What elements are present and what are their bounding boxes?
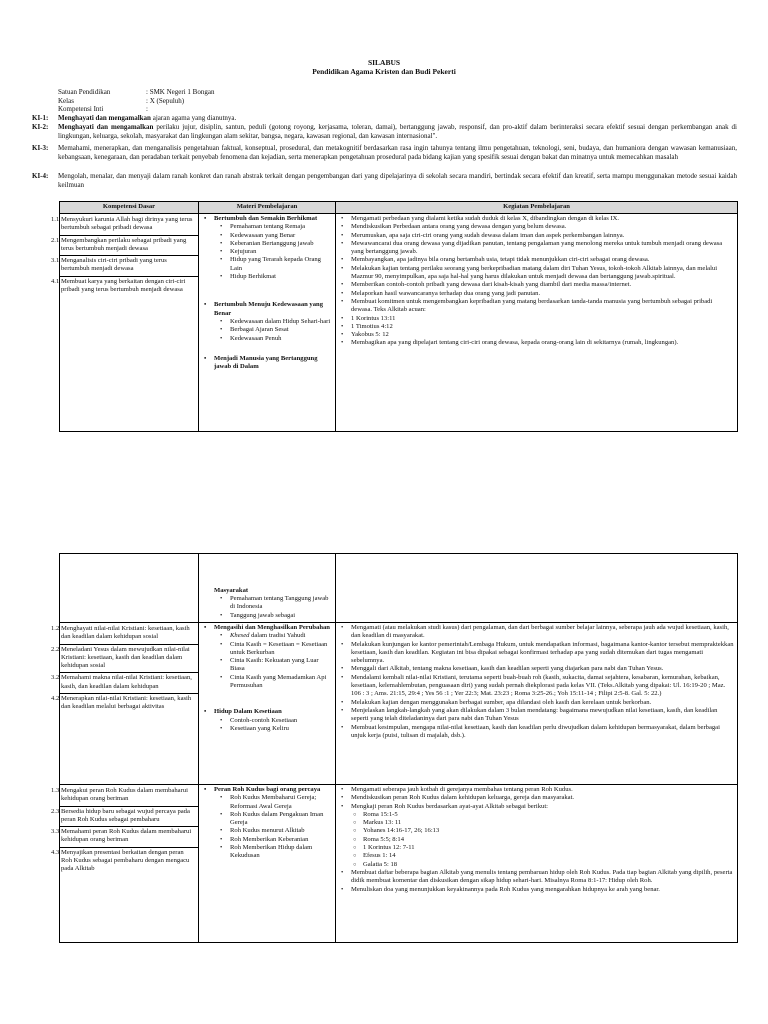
- list-item: ○ Efesus 1: 14: [339, 852, 734, 860]
- list-item: ○ Galatia 5: 18: [339, 861, 734, 869]
- materi-cell: [199, 623, 336, 785]
- list-item: • Roh Memberikan Keberanian: [202, 836, 332, 844]
- kd-item: 4.3 Menyajikan presentasi berkaitan dengan peran Roh Kudus sebagai pembaharu dengan mengacu pada Alkitab: [51, 848, 190, 873]
- list-item: • Memberikan contoh-contoh pribadi yang dewasa dari kisah-kisah yang diambil dari media massa/internet.: [339, 281, 734, 289]
- materi-list: [202, 717, 332, 734]
- list-item: • Kedewasaan Penuh: [202, 335, 332, 343]
- identity-block: [58, 88, 214, 114]
- list-item: • Mendalami kembali nilai-nilai Kristiani, terutama seperti buah-buah roh (kasih, sukacita, damai sejahtera, kesabaran, kemurahan, kebaikan, kesetiaan, kelemahlembutan, penguasaan diri) yang sudah pernah diekplorasi pada kelas VII. (Teks.Alkitab yang dipakai: Ul. 16:19-20 ; Maz. 106 : 3 ; Ams. 21:15, 29:4 ; Yes 56 :1 ; Yer 22:3; Mat. 23:23 ; Roma 3:25-26.; Yoh 15:11-14 ; Filipi 2:5-8. Gal. 5: 22.): [339, 674, 734, 699]
- list-item: • Mengkaji peran Roh Kudus berdasarkan ayat-ayat Alkitab sebagai berikut:: [339, 803, 734, 811]
- kegiatan-cell: [336, 214, 738, 432]
- materi-heading: • Bertumbuh dan Semakin Berhikmat: [202, 215, 332, 223]
- materi-list: [202, 595, 332, 621]
- list-item: ○ Markus 13: 11: [339, 819, 734, 827]
- kd-item: 3.2 Memahami makna nilai-nilai Kristiani: kesetiaan, kasih, dan keadilan dalam kehidupan: [60, 673, 198, 694]
- table-row: [60, 785, 738, 943]
- list-item: • Roh Memberikan Hidup dalam Kekudusan: [202, 844, 332, 861]
- list-item: • Melakukan kajian dengan menggunakan berbagai sumber, apa dilandasi oleh kasih dan kerelaan untuk berkorban.: [339, 699, 734, 707]
- list-item: • Melaporkan hasil wawancaranya terhadap dua orang yang jadi panutan.: [339, 290, 734, 298]
- list-item: • Keberanian Bertanggung jawab: [202, 240, 332, 248]
- materi-heading: • Bertumbuh Menuju Kedewasaan yang Benar: [202, 301, 332, 318]
- meta-row-ki: Kompetensi Inti :: [58, 105, 148, 114]
- materi-list: [202, 794, 332, 860]
- kd-item: 1.1 Mensyukuri karunia Allah bagi dirinya yang terus bertumbuh sebagai pribadi dewasa: [60, 215, 198, 236]
- kegiatan-cell: [336, 785, 738, 943]
- kd-cell: [51, 623, 199, 785]
- list-item: • Membuat kesimpulan, mengapa nilai-nilai kesetiaan, kasih dan keadilan perlu diwujudkan dalam kehidupan bermasyarakat, dalam berbagai unjuk kerja (puisi, tulisan di majalah, dsb.).: [339, 724, 734, 741]
- kd-cell-empty: [60, 554, 199, 623]
- list-item: • Kesetiaan yang Keliru: [202, 725, 332, 733]
- list-item: • 1 Korintus 13:11: [339, 315, 734, 323]
- list-item: • Mengamati perbedaan yang dialami ketika sudah duduk di kelas X, dibandingkan dengan di kelas IX.: [339, 215, 734, 223]
- header-materi: Materi Pembelajaran: [199, 202, 336, 214]
- list-item: • Cinta Kasih = Kesetiaan = Kesetiaan untuk Berkurban: [202, 641, 332, 658]
- list-item: ○ Yohanes 14:16-17, 26; 16:13: [339, 827, 734, 835]
- kegiatan-list: [339, 215, 734, 348]
- kd-item: 3.1 Menganalisis ciri-ciri pribadi yang terus bertumbuh menjadi dewasa: [60, 256, 198, 277]
- kegiatan-list: [339, 869, 734, 894]
- list-item: • Kejujuran: [202, 248, 332, 256]
- list-item: • Menjelaskan langkah-langkah yang akan dilakukan dalam 3 bulan mendatang: bagaimana mewujudkan nilai kesetiaan, kasih, dan keadilan seperti yang telah diteladaninya dari para nabi dan Tuhan Yesus: [339, 707, 734, 724]
- kegiatan-list: [339, 786, 734, 811]
- materi-list: [202, 632, 332, 690]
- materi-heading: Masyarakat: [214, 586, 249, 594]
- document-subtitle: Pendidikan Agama Kristen dan Budi Pekerti: [312, 67, 456, 76]
- list-item: • Membayangkan, apa jadinya bila orang bertambah usia, tetapi tidak menunjukkan ciri-ciri sebagai orang dewasa.: [339, 256, 734, 264]
- list-item: • Melakukan kajian tentang perilaku seorang yang berkepribadian matang dalam diri Tuhan Yesus, tokoh-tokoh Alkitab lainnya, dan melalui Mazmur 90, menyimpulkan, apa saja hal-hal yang harus dilakukan untuk menjadi dewasa dan bertanggung jawab.spiritual.: [339, 265, 734, 282]
- list-item: • Pemahaman tentang Remaja: [202, 223, 332, 231]
- list-item: • Membagikan apa yang dipelajari tentang ciri-ciri orang dewasa, kepada orang-orang lain di sekitarnya (rumah, lingkungan).: [339, 339, 734, 347]
- list-item: • Yakobus 5: 12: [339, 331, 734, 339]
- list-item: • Contoh-contoh Kesetiaan: [202, 717, 332, 725]
- list-item: • Khesed dalam tradisi Yahudi: [202, 632, 332, 640]
- list-item: • Menuliskan doa yang menunjukkan keyakinannya pada Roh Kudus yang mengarahkan hidupnya ke arah yang benar.: [339, 886, 734, 894]
- meta-row-class: Kelas : X (Sepuluh): [58, 96, 185, 105]
- materi-heading: • Mengasihi dan Menghasilkan Perubahan: [202, 624, 332, 632]
- list-item: • Roh Kudus Membaharui Gereja; Reformasi Awal Gereja: [202, 794, 332, 811]
- kegiatan-cell: [336, 623, 738, 785]
- list-item: • Mendiskusikan peran Roh Kudus dalam kehidupan keluarga, gereja dan masyarakat.: [339, 794, 734, 802]
- materi-list: [202, 318, 332, 343]
- materi-cell: [199, 785, 336, 943]
- kd-item: 4.1 Membuat karya yang berkaitan dengan ciri-ciri pribadi yang terus bertumbuh menjadi dewasa: [51, 277, 186, 294]
- list-item: • Melakukan kunjungan ke kantor pemerintah/Lembaga Hukum, untuk mendapatkan informasi, bagaimana kantor-kantor tersebut mempraktekkan kesetiaan, kasih dan keadilan. Kegiatan ini bisa dipakai sebagai konfirmasi terhadap apa yang sudah ditemukan dari tugas mengamati sebelumnya.: [339, 641, 734, 666]
- list-item: • Berbagai Ajaran Sesat: [202, 326, 332, 334]
- list-item: • Roh Kudus dalam Pengakuan Iman Gereja: [202, 811, 332, 828]
- list-item: • Menggali dari Alkitab, tentang makna kesetiaan, kasih dan keadilan seperti yang diajarkan para nabi dan Tuhan Yesus.: [339, 665, 734, 673]
- kd-cell: [51, 785, 199, 943]
- materi-heading: • Menjadi Manusia yang Bertanggung jawab di Dalam: [202, 355, 332, 372]
- kd-item: 4.2 Menerapkan nilai-nilai Kristiani: kesetiaan, kasih dan keadilan melalui berbagai aktivitas: [51, 695, 192, 711]
- kegiatan-cell-empty: [336, 554, 738, 623]
- list-item: • Merumuskan, apa saja ciri-ciri orang yang sudah dewasa dalam iman dan aspek perkembangan lainnya.: [339, 232, 734, 240]
- list-item: • Tanggung jawab sebagai: [202, 612, 332, 620]
- table-row: [60, 554, 738, 623]
- table-row: [60, 623, 738, 785]
- materi-cell-continued: [199, 554, 336, 623]
- list-item: • Hidup yang Terarah kepada Orang Lain: [202, 256, 332, 273]
- kd-item: 1.2 Menghayati nilai-nilai Kristiani: kesetiaan, kasih dan keadilan dalam kehidupan sosial: [60, 624, 198, 645]
- list-item: • Kedewasaan dalam Hidup Sehari-hari: [202, 318, 332, 326]
- list-item: • Hidup Berhikmat: [202, 273, 332, 281]
- list-item: • Roh Kudus menurut Alkitab: [202, 827, 332, 835]
- list-item: • Cinta Kasih: Kekuatan yang Luar Biasa: [202, 657, 332, 674]
- kd-item: 3.3 Memahami peran Roh Kudus dalam membaharui kehidupan orang beriman: [60, 827, 198, 848]
- materi-list: [202, 223, 332, 281]
- kd-item: 2.3 Bersedia hidup baru sebagai wujud percaya pada peran Roh Kudus sebagai pembaharu: [60, 807, 198, 828]
- list-item: • Membuat komitmen untuk mengembangkan kepribadian yang matang berdasarkan tanda-tanda manusia yang bertumbuh sebagai pribadi dewasa. Teks Alkitab acuan:: [339, 298, 734, 315]
- kd-item: 2.1 Mengembangkan perilaku sebagai pribadi yang terus bertumbuh menjadi dewasa: [60, 236, 198, 257]
- list-item: • Mendiskusikan Perbedaan antara orang yang dewasa dengan yang belum dewasa.: [339, 223, 734, 231]
- table-row: [60, 214, 738, 432]
- kd-cell: [51, 214, 199, 432]
- materi-heading: • Hidup Dalam Kesetiaan: [202, 708, 332, 716]
- list-item: • 1 Timotius 4:12: [339, 323, 734, 331]
- list-item: • Mewawancarai dua orang dewasa yang dijadikan panutan, tentang pengalaman yang menolong mereka untuk tumbuh menjadi orang dewasa yang bertanggung jawab.: [339, 240, 734, 257]
- header-kegiatan: Kegiatan Pembelajaran: [336, 202, 738, 214]
- list-item: • Mengamati seberapa jauh kotbah di gerejanya membahas tentang peran Roh Kudus.: [339, 786, 734, 794]
- syllabus-table-2: [51, 553, 738, 943]
- document-title: SILABUS: [367, 58, 401, 67]
- kd-item: 1.3 Mengakui peran Roh Kudus dalam membaharui kehidupan orang beriman: [60, 786, 198, 807]
- syllabus-page: SILABUS Pendidikan Agama Kristen dan Budi Pekerti Satuan Pendidikan : SMK Negeri 1 Bongan Kelas : X (Sepuluh) Kompetensi Inti : KI-1: Menghayati dan mengamalkan ajaran agama yang dianutnya. KI-2: Menghayati dan mengamalkan perilaku jujur, disiplin, santun, peduli (gotong royong, kerjasama, toleran, damai), bertanggung jawab, responsif, dan pro-aktif dalam berinteraksi secara efektif sesuai dengan perkembangan anak di lingkungan, keluarga, sekolah, masyarakat dan lingkungan alam sekitar, bangsa, negara, kawasan regional, dan kawasan internasional". KI-3: Memahami, menerapkan, dan menganalisis pengetahuan faktual, konseptual, prosedural, dan metakognitif berdasarkan rasa ingin tahunya tentang ilmu pengetahuan, teknologi, seni, budaya, dan humaniora dengan wawasan kemanusiaan, kebangsaan, kenegaraan, dan peradaban terkait penyebab fenomena dan kejadian, serta menerapkan pengetahuan prosedural pada bidang kajian yang spesifik sesuai dengan bakat dan minatnya untuk memecahkan masalah KI-4: Mengolah, menalar, dan menyaji dalam ranah konkret dan ranah abstrak terkait dengan pengembangan dari yang dipelajarinya di sekolah secara mandiri, bertindak secara efektif dan kreatif, serta mampu menggunakan metode sesuai kaidah keilmuan Kompetensi Dasar Materi Pembelajaran Kegiatan Pembelajaran 1.1 Mensyukuri karunia Allah bagi dirinya yang terus bertumbuh sebagai pribadi dewasa 2.1 Mengembangkan perilaku sebagai pribadi yang terus bertumbuh menjadi dewasa 3.1 Menganalisis ciri-ciri pribadi yang terus bertumbuh menjadi dewasa 4.1 Membuat karya yang berkaitan dengan ciri-ciri pribadi yang terus bertumbuh menjadi dewasa • Bertumbuh dan Semakin Berhikmat • Pemahaman tentang Remaja • Kedewasaan yang Benar • Keberanian Bertanggung jawab • Kejujuran • Hidup yang Terarah kepada Orang Lain • Hidup Berhikmat • Bertumbuh Menuju Kedewasaan yang Benar • Kedewasaan dalam Hidup Sehari-hari • Berbagai Ajaran Sesat • Kedewasaan Penuh • Menjadi Manusia yang Bertanggung jawab di Dalam • Mengamati perbedaan yang dialami ketika sudah duduk di kelas X, dibandingkan dengan di kelas IX. • Mendiskusikan Perbedaan antara orang yang dewasa dengan yang belum dewasa. • Merumuskan, apa saja ciri-ciri orang yang sudah dewasa dalam iman dan aspek perkembangan lainnya. • Mewawancarai dua orang dewasa yang dijadikan panutan, tentang pengalaman yang menolong mereka untuk tumbuh menjadi orang dewasa yang bertanggung jawab. • Membayangkan, apa jadinya bila orang bertambah usia, tetapi tidak menunjukkan ciri-ciri sebagai orang dewasa. • Melakukan kajian tentang perilaku seorang yang berkepribadian matang dalam diri Tuhan Yesus, tokoh-tokoh Alkitab lainnya, dan melalui Mazmur 90, menyimpulkan, apa saja hal-hal yang harus dilakukan untuk menjadi dewasa dan bertanggung jawab.spiritual. • Memberikan contoh-contoh pribadi yang dewasa dari kisah-kisah yang diambil dari media massa/internet. • Melaporkan hasil wawancaranya terhadap dua orang yang jadi panutan. • Membuat komitmen untuk mengembangkan kepribadian yang matang berdasarkan tanda-tanda manusia yang bertumbuh sebagai pribadi dewasa. Teks Alkitab acuan: • 1 Korintus 13:11 • 1 Timotius 4:12 • Yakobus 5: 12 • Membagikan apa yang dipelajari tentang ciri-ciri orang dewasa, kepada orang-orang lain di sekitarnya (rumah, lingkungan). Masyarakat • Pemahaman tentang Tanggung jawab di Indonesia • Tanggung jawab sebagai 1.2 Menghayati nilai-nilai Kristiani: kesetiaan, kasih dan keadilan dalam kehidupan sosial 2.2 Meneladani Yesus dalam mewujudkan nilai-nilai Kristiani: kesetiaan, kasih dan keadilan dalam kehidupan sosial 3.2 Memahami makna nilai-nilai Kristiani: kesetiaan, kasih, dan keadilan dalam kehidupan 4.2 Menerapkan nilai-nilai Kristiani: kesetiaan, kasih dan keadilan melalui berbagai aktivitas • Mengasihi dan Menghasilkan Perubahan • Khesed dalam tradisi Yahudi • Cinta Kasih = Kesetiaan = Kesetiaan untuk Berkurban • Cinta Kasih: Kekuatan yang Luar Biasa • Cinta Kasih yang Memadamkan Api Permusuhan • Hidup Dalam Kesetiaan • Contoh-contoh Kesetiaan • Kesetiaan yang Keliru • Mengamati (atau melakukan studi kasus) dari pengalaman, dan dari berbagai sumber belajar lainnya, seberapa jauh ada wujud kesetiaan, kasih, dan keadilan di masyarakat. • Melakukan kunjungan ke kantor pemerintah/Lembaga Hukum, untuk mendapatkan informasi, bagaimana kantor-kantor tersebut mempraktekkan kesetiaan, kasih dan keadilan. Kegiatan ini bisa dipakai sebagai konfirmasi terhadap apa yang sudah ditemukan dari tugas mengamati sebelumnya. • Menggali dari Alkitab, tentang makna kesetiaan, kasih dan keadilan seperti yang diajarkan para nabi dan Tuhan Yesus. • Mendalami kembali nilai-nilai Kristiani, terutama seperti buah-buah roh (kasih, sukacita, damai sejahtera, kesabaran, kemurahan, kebaikan, kesetiaan, kelemahlembutan, penguasaan diri) yang sudah pernah diekplorasi pada kelas VII. (Teks.Alkitab yang dipakai: Ul. 16:19-20 ; Maz. 106 : 3 ; Ams. 21:15, 29:4 ; Yes 56 :1 ; Yer 22:3; Mat. 23:23 ; Roma 3:25-26.; Yoh 15:11-14 ; Filipi 2:5-8. Gal. 5: 22.) • Melakukan kajian dengan menggunakan berbagai sumber, apa dilandasi oleh kasih dan kerelaan untuk berkorban. • Menjelaskan langkah-langkah yang akan dilakukan dalam 3 bulan mendatang: bagaimana mewujudkan nilai kesetiaan, kasih, dan keadilan seperti yang telah diteladaninya dari para nabi dan Tuhan Yesus • Membuat kesimpulan, mengapa nilai-nilai kesetiaan, kasih dan keadilan perlu diwujudkan dalam kehidupan bermasyarakat, dalam berbagai unjuk kerja (puisi, tulisan di majalah, dsb.). 1.3 Mengakui peran Roh Kudus dalam membaharui kehidupan orang beriman 2.3 Bersedia hidup baru sebagai wujud percaya pada peran Roh Kudus sebagai pembaharu 3.3 Memahami peran Roh Kudus dalam membaharui kehidupan orang beriman 4.3 Menyajikan presentasi berkaitan dengan peran Roh Kudus sebagai pembaharu dengan mengacu pada Alkitab • Peran Roh Kudus bagi orang percaya • Roh Kudus Membaharui Gereja; Reformasi Awal Gereja • Roh Kudus dalam Pengakuan Iman Gereja • Roh Kudus menurut Alkitab • Roh Memberikan Keberanian • Roh Memberikan Hidup dalam Kekudusan • Mengamati seberapa jauh kotbah di gerejanya membahas tentang peran Roh Kudus. • Mendiskusikan peran Roh Kudus dalam kehidupan keluarga, gereja dan masyarakat. • Mengkaji peran Roh Kudus berdasarkan ayat-ayat Alkitab sebagai berikut: ○ Roma 15:1-5 ○ Markus 13: 11 ○ Yohanes 14:16-17, 26; 16:13 ○ Roma 5:5; 8:14 ○ 1 Korintus 12: 7-11 ○ Efesus 1: 14 ○ Galatia 5: 18 • Membuat daftar beberapa bagian Alkitab yang menulis tentang pembaruan hidup oleh Roh Kudus. Pada tiap bagian Alkitab yang dipilih, peserta didik membuat komentar dan diskusikan dengan sikap hidup sehari-hari. Misalnya Roma 8:1-17: Hidup oleh Roh. • Menuliskan doa yang menunjukkan keyakinannya pada Roh Kudus yang mengarahkan hidupnya ke arah yang benar.: [0, 0, 768, 1024]
- ayat-list: [339, 811, 734, 869]
- materi-cell: [199, 214, 336, 432]
- list-item: • Pemahaman tentang Tanggung jawab di Indonesia: [202, 595, 332, 612]
- syllabus-table-1: [51, 201, 738, 432]
- materi-heading: • Peran Roh Kudus bagi orang percaya: [202, 786, 332, 794]
- list-item: • Cinta Kasih yang Memadamkan Api Permusuhan: [202, 674, 332, 691]
- header-kompetensi: Kompetensi Dasar: [60, 202, 199, 214]
- list-item: ○ 1 Korintus 12: 7-11: [339, 844, 734, 852]
- list-item: • Kedewasaan yang Benar: [202, 232, 332, 240]
- list-item: • Mengamati (atau melakukan studi kasus) dari pengalaman, dan dari berbagai sumber belajar lainnya, seberapa jauh ada wujud kesetiaan, kasih, dan keadilan di masyarakat.: [339, 624, 734, 641]
- meta-row-school: Satuan Pendidikan : SMK Negeri 1 Bongan: [58, 88, 215, 96]
- list-item: ○ Roma 15:1-5: [339, 811, 734, 819]
- kd-item: 2.2 Meneladani Yesus dalam mewujudkan nilai-nilai Kristiani: kesetiaan, kasih dan keadilan dalam kehidupan sosial: [60, 645, 198, 674]
- kegiatan-list: [339, 624, 734, 740]
- table-header-row: [60, 202, 738, 214]
- list-item: • Membuat daftar beberapa bagian Alkitab yang menulis tentang pembaruan hidup oleh Roh Kudus. Pada tiap bagian Alkitab yang dipilih, peserta didik membuat komentar dan diskusikan dengan sikap hidup sehari-hari. Misalnya Roma 8:1-17: Hidup oleh Roh.: [339, 869, 734, 886]
- list-item: ○ Roma 5:5; 8:14: [339, 836, 734, 844]
